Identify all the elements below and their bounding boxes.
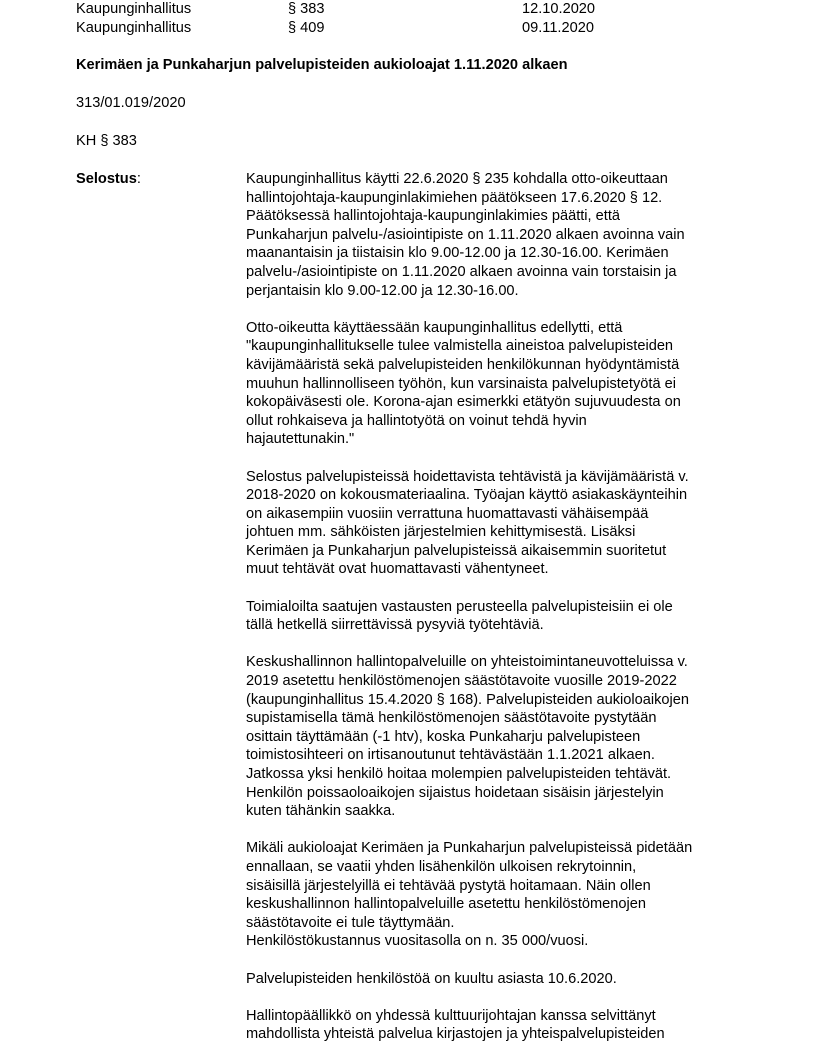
paragraph-line: Toimialoilta saatujen vastausten perusteella palvelupisteisiin ei ole	[246, 598, 673, 615]
body-paragraph	[246, 839, 766, 951]
paragraph-line: Jatkossa yksi henkilö hoitaa molempien palvelupisteiden tehtävät.	[246, 766, 672, 782]
kh-reference: KH § 383	[76, 133, 137, 149]
paragraph-line: Hallintopäällikkö on yhdessä kulttuurijohtajan kanssa selvittänyt	[246, 1007, 656, 1024]
paragraph-line: kuten tähänkin saakka.	[246, 803, 396, 820]
paragraph-line: Kaupunginhallitus käytti 22.6.2020 § 235 kohdalla otto-oikeuttaan	[246, 171, 668, 187]
paragraph-line: hajautettunakin."	[246, 431, 355, 448]
body-paragraph	[246, 970, 766, 989]
document-title: Kerimäen ja Punkaharjun palvelupisteiden aukioloajat 1.11.2020 alkaen	[76, 57, 568, 73]
body-paragraph	[246, 598, 766, 635]
paragraph-line: 2019 asetettu henkilöstömenojen säästötavoite vuosille 2019-2022	[246, 673, 677, 690]
paragraph-line: Keskushallinnon hallintopalveluille on yhteistoimintaneuvotteluissa v.	[246, 654, 688, 671]
meta-date: 09.11.2020	[522, 20, 594, 36]
paragraph-line: perjantaisin klo 9.00-12.00 ja 12.30-16.00.	[246, 282, 519, 299]
paragraph-line: supistamisella tämä henkilöstömenojen säästötavoite pystytään	[246, 710, 657, 727]
body-paragraph	[246, 1007, 766, 1044]
paragraph-line: palvelu-/asiointipiste on 1.11.2020 alkaen avoinna vain torstaisin ja	[246, 263, 677, 280]
paragraph-line: muut tehtävät ovat huomattavasti vähentyneet.	[246, 561, 549, 578]
body-paragraph	[246, 319, 766, 449]
paragraph-line: keskushallinnon hallintopalveluille asetettu henkilöstömenojen	[246, 896, 646, 913]
paragraph-line: on aikasempiin vuosiin verrattuna huomattavasti vähäisempää	[246, 505, 649, 522]
paragraph-line: Päätöksessä hallintojohtaja-kaupunginlakimies päätti, että	[246, 208, 620, 225]
paragraph-line: osittain täyttämään (-1 htv), koska Punkaharju palvelupisteen	[246, 728, 641, 745]
paragraph-line: Henkilön poissaoloaikojen sijaistus hoidetaan sisäisin järjestelyin	[246, 784, 664, 801]
selostus-label: Selostus	[76, 171, 137, 187]
meta-body: Kaupunginhallitus	[76, 1, 192, 17]
meta-body: Kaupunginhallitus	[76, 20, 192, 36]
paragraph-line: (kaupunginhallitus 15.4.2020 § 168). Palvelupisteiden aukioloaikojen	[246, 691, 689, 708]
paragraph-line: 2018-2020 on kokousmateriaalina. Työajan käyttö asiakaskäynteihin	[246, 487, 688, 504]
paragraph-line: muuhun hallinnolliseen työhön, kun varsinaista palvelupistetyötä ei	[246, 375, 676, 392]
paragraph-line: tällä hetkellä siirrettävissä pysyviä työtehtäviä.	[246, 617, 544, 634]
paragraph-line: ollut rohkaiseva ja hallintotyötä on voinut tehdä hyvin	[246, 412, 587, 429]
paragraph-line: Henkilöstökustannus vuositasolla on n. 35 000/vuosi.	[246, 933, 589, 950]
paragraph-line: Mikäli aukioloajat Kerimäen ja Punkaharjun palvelupisteissä pidetään	[246, 840, 693, 857]
paragraph-line: johtuen mm. sähköisten järjestelmien kehittymisestä. Lisäksi	[246, 524, 636, 541]
meta-section: § 383	[288, 1, 325, 17]
meta-row	[76, 19, 776, 38]
paragraph-line: maanantaisin ja tiistaisin klo 9.00-12.00 ja 12.30-16.00. Kerimäen	[246, 245, 669, 262]
paragraph-line: Selostus palvelupisteissä hoidettavista tehtävistä ja kävijämääristä v.	[246, 468, 689, 485]
paragraph-line: sisäisillä järjestelyillä ei tehtävää pystytä hoitamaan. Näin ollen	[246, 877, 651, 894]
selostus-colon: :	[136, 171, 141, 187]
diary-number: 313/01.019/2020	[76, 95, 186, 111]
selostus-heading	[76, 170, 141, 189]
paragraph-line: kävijämääristä sekä palvelupisteiden henkilökunnan hyödyntämistä	[246, 356, 680, 373]
paragraph-line: Palvelupisteiden henkilöstöä on kuultu asiasta 10.6.2020.	[246, 970, 617, 987]
paragraph-line: hallintojohtaja-kaupunginlakimiehen päätökseen 17.6.2020 § 12.	[246, 189, 663, 206]
body-paragraph	[246, 170, 766, 300]
body-paragraph	[246, 653, 766, 820]
meta-section: § 409	[288, 20, 325, 36]
paragraph-line: "kaupunginhallitukselle tulee valmistella aineistoa palvelupisteiden	[246, 338, 674, 355]
body-paragraph	[246, 468, 766, 580]
paragraph-line: ennallaan, se vaatii yhden lisähenkilön ulkoisen rekrytoinnin,	[246, 858, 637, 875]
paragraph-line: mahdollista yhteistä palvelua kirjastojen ja yhteispalvelupisteiden	[246, 1026, 665, 1043]
meta-row	[76, 0, 776, 19]
paragraph-line: Otto-oikeutta käyttäessään kaupunginhallitus edellytti, että	[246, 319, 623, 336]
paragraph-line: säästötavoite ei tule täyttymään.	[246, 914, 455, 931]
paragraph-line: Kerimäen ja Punkaharjun palvelupisteissä aikaisemmin suoritetut	[246, 542, 667, 559]
selostus-body	[246, 170, 766, 1063]
meta-date: 12.10.2020	[522, 1, 596, 17]
paragraph-line: toimistosihteeri on irtisanoutunut tehtävästään 1.1.2021 alkaen.	[246, 747, 655, 764]
paragraph-line: Punkaharjun palvelu-/asiointipiste on 1.11.2020 alkaen avoinna vain	[246, 226, 685, 243]
paragraph-line: kokopäiväsesti ole. Korona-ajan esimerkki etätyön sujuvuudesta on	[246, 394, 681, 411]
